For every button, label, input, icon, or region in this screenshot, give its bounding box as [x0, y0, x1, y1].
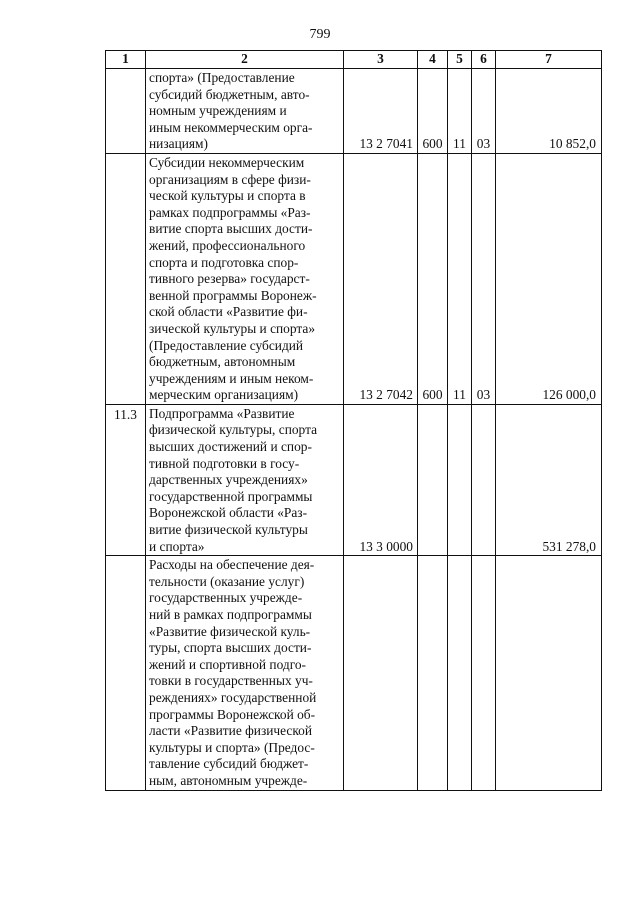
table-row — [106, 404, 602, 555]
table-row — [106, 69, 602, 154]
column-header-3: 3 — [344, 51, 418, 69]
row-subsection — [472, 556, 496, 790]
row-section: 11 — [448, 153, 472, 404]
row-expense-type: 600 — [418, 69, 448, 154]
row-number — [106, 153, 146, 404]
table-header-row — [106, 51, 602, 69]
row-code: 13 2 7042 — [344, 153, 418, 404]
column-header-6: 6 — [472, 51, 496, 69]
row-number — [106, 69, 146, 154]
column-header-4: 4 — [418, 51, 448, 69]
row-subsection: 03 — [472, 153, 496, 404]
row-amount — [496, 556, 602, 790]
row-code: 13 2 7041 — [344, 69, 418, 154]
row-code: 13 3 0000 — [344, 404, 418, 555]
row-amount: 10 852,0 — [496, 69, 602, 154]
budget-table — [105, 50, 602, 791]
row-number: 11.3 — [106, 404, 146, 555]
row-description: Подпрограмма «Развитие физической культуры, спорта высших достижений и спор- тивной подготовки в госу- дарственных учреждениях» государственной программы Воронежской области «Раз- витие физической культуры и спорта» — [146, 404, 344, 555]
row-amount: 531 278,0 — [496, 404, 602, 555]
column-header-2: 2 — [146, 51, 344, 69]
column-header-7: 7 — [496, 51, 602, 69]
row-expense-type — [418, 556, 448, 790]
table-row — [106, 556, 602, 790]
row-description: спорта» (Предоставление субсидий бюджетным, авто- номным учреждениям и иным некоммерческим орга- низациям) — [146, 69, 344, 154]
row-section — [448, 404, 472, 555]
row-amount: 126 000,0 — [496, 153, 602, 404]
row-code — [344, 556, 418, 790]
column-header-1: 1 — [106, 51, 146, 69]
row-subsection — [472, 404, 496, 555]
row-description: Субсидии некоммерческим организациям в сфере физи- ческой культуры и спорта в рамках подпрограммы «Раз- витие спорта высших дости- жений, профессионального спорта и подготовка спор- тивного резерва» государст- венной программы Воронеж- ской области «Развитие фи- зической культуры и спорта» (Предоставление субсидий бюджетным, автономным учреждениям и иным неком- мерческим организациям) — [146, 153, 344, 404]
table-row — [106, 153, 602, 404]
row-section — [448, 556, 472, 790]
page-number: 799 — [309, 27, 331, 42]
row-section: 11 — [448, 69, 472, 154]
column-header-5: 5 — [448, 51, 472, 69]
row-subsection: 03 — [472, 69, 496, 154]
row-description: Расходы на обеспечение дея- тельности (оказание услуг) государственных учрежде- ний в рамках подпрограммы «Развитие физической куль- туры, спорта высших дости- жений и спортивной подго- товки в государственных уч- реждениях» государственной программы Воронежской об- ласти «Развитие физической культуры и спорта» (Предос- тавление субсидий бюджет- ным, автономным учрежде- — [146, 556, 344, 790]
row-expense-type: 600 — [418, 153, 448, 404]
row-expense-type — [418, 404, 448, 555]
row-number — [106, 556, 146, 790]
